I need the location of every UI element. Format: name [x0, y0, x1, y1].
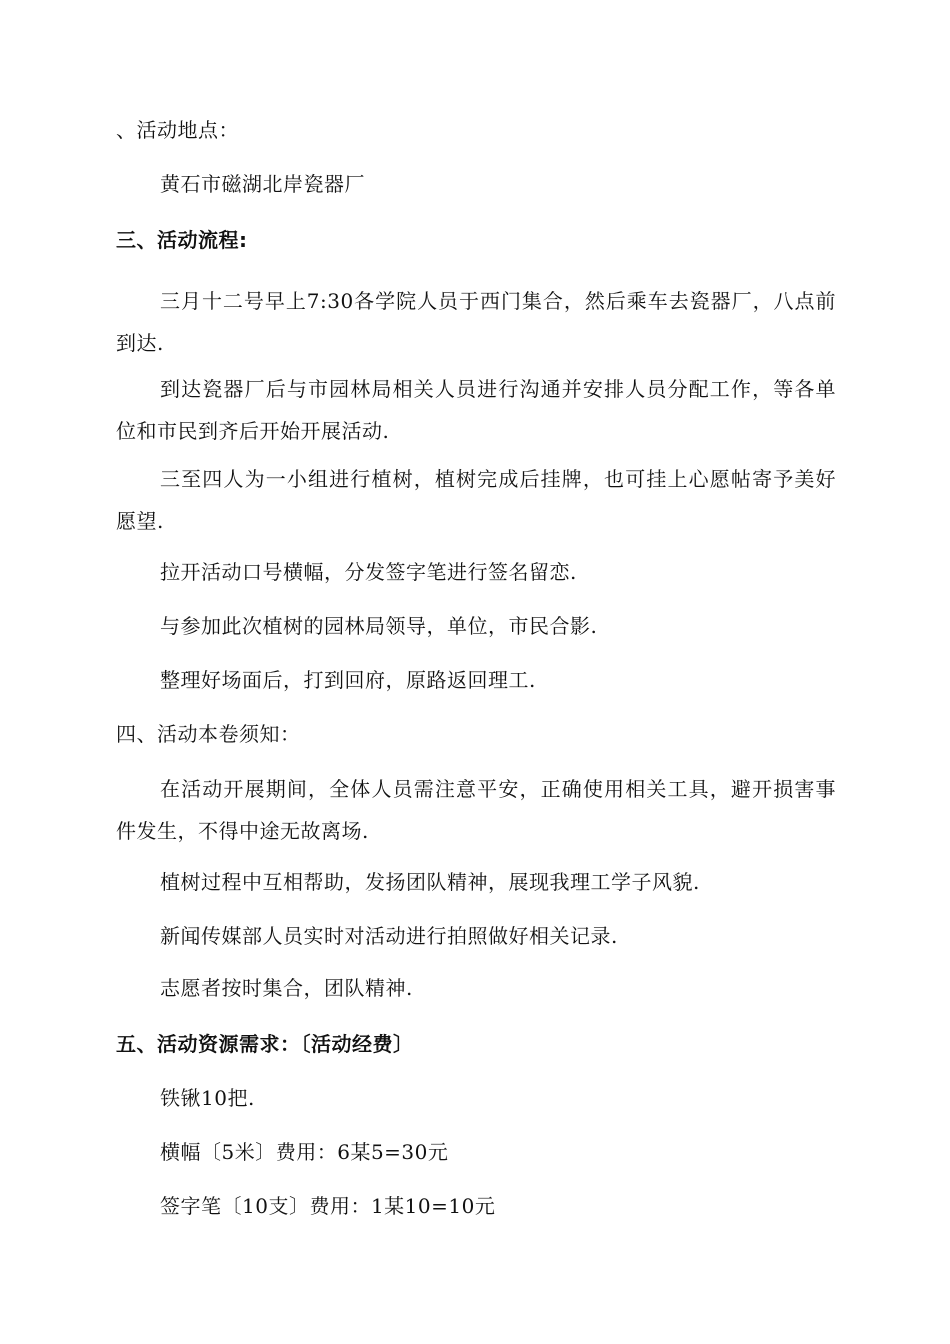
notes-item-2: 植树过程中互相帮助，发扬团队精神，展现我理工学子风貌. [160, 870, 700, 894]
location-text: 黄石市磁湖北岸瓷器厂 [160, 172, 365, 196]
section-heading-process: 三、活动流程: [116, 228, 248, 252]
section-heading-notes: 四、活动本卷须知： [116, 722, 301, 746]
resource-item-2: 横幅〔5米〕费用：6某5=30元 [160, 1140, 449, 1164]
section-heading-location: 、活动地点： [116, 118, 239, 142]
process-step-1: 三月十二号早上7:30各学院人员于西门集合，然后乘车去瓷器厂，八点前到达. [116, 289, 836, 355]
notes-item-1: 在活动开展期间，全体人员需注意平安，正确使用相关工具，避开损害事件发生，不得中途无故离场. [116, 777, 836, 843]
process-step-3: 三至四人为一小组进行植树，植树完成后挂牌，也可挂上心愿帖寄予美好愿望. [116, 467, 836, 533]
section-heading-resources: 五、活动资源需求：〔活动经费〕 [116, 1032, 414, 1056]
process-step-6: 整理好场面后，打到回府，原路返回理工. [160, 668, 536, 692]
notes-item-4: 志愿者按时集合，团队精神. [160, 976, 413, 1000]
resource-item-3: 签字笔〔10支〕费用：1某10=10元 [160, 1194, 496, 1218]
process-step-5: 与参加此次植树的园林局领导，单位，市民合影. [160, 614, 598, 638]
process-step-4: 拉开活动口号横幅，分发签字笔进行签名留恋. [160, 560, 577, 584]
process-step-2: 到达瓷器厂后与市园林局相关人员进行沟通并安排人员分配工作，等各单位和市民到齐后开始开展活动. [116, 377, 836, 443]
resource-item-1: 铁锹10把. [160, 1086, 255, 1110]
notes-item-3: 新闻传媒部人员实时对活动进行拍照做好相关记录. [160, 924, 618, 948]
